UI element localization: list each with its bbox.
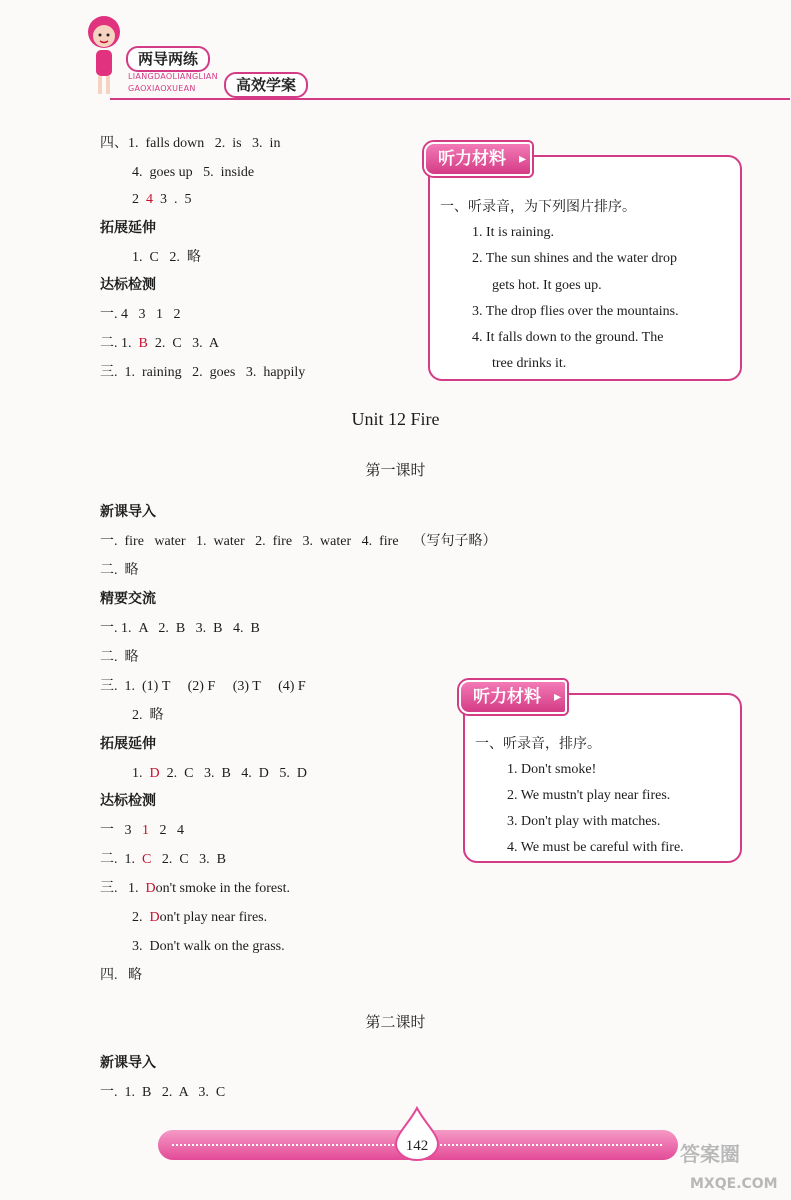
listening-1-line: tree drinks it.	[492, 356, 567, 371]
section-heading-tuozhan-2: 拓展延伸	[100, 737, 156, 752]
answer-dabiao2-1: 一 3 1 2 4	[100, 823, 184, 838]
lesson-1-title: 第一课时	[365, 463, 426, 479]
listening-2-line: 3. Don't play with matches.	[507, 814, 661, 829]
listening-1-line: 3. The drop flies over the mountains.	[472, 304, 679, 319]
answer-si-3: 2 4 3 . 5	[132, 192, 192, 207]
listening-2-line: 1. Don't smoke!	[507, 762, 597, 777]
unit-title: Unit 12 Fire	[351, 409, 440, 429]
answer-tuozhan-1: 1. C 2. 略	[132, 250, 201, 265]
listening-tab-1: 听力材料 ▸	[424, 142, 532, 176]
answer-lesson2-xinke-1: 一. 1. B 2. A 3. C	[100, 1085, 226, 1100]
section-heading-xinke: 新课导入	[100, 505, 156, 520]
page-number: 142	[405, 1138, 429, 1154]
answer-dabiao-1: 一. 4 3 1 2	[100, 307, 181, 322]
chevron-right-icon: ▸	[553, 689, 561, 705]
answer-jingyao-4: 2. 略	[132, 708, 164, 723]
section-heading-tuozhan: 拓展延伸	[100, 221, 156, 236]
watermark-url: MXQE.COM	[690, 1176, 778, 1192]
answer-xinke-1: 一. fire water 1. water 2. fire 3. water 4. fire （写句子略）	[100, 534, 497, 549]
section-heading-jingyao: 精要交流	[100, 592, 156, 607]
brand-title: 两导两练	[126, 46, 210, 72]
mascot-girl-logo	[84, 10, 124, 100]
answer-dabiao2-2: 二. 1. C 2. C 3. B	[100, 852, 227, 867]
answer-si-1: 四、1. falls down 2. is 3. in	[100, 136, 281, 151]
header-divider	[110, 98, 790, 100]
answer-jingyao-2: 二. 略	[100, 650, 139, 665]
listening-material-box-2	[463, 693, 742, 863]
answer-san-3: 3. Don't walk on the grass.	[132, 939, 285, 954]
section-heading-dabiao-2: 达标检测	[100, 794, 156, 809]
answer-xinke-2: 二. 略	[100, 563, 139, 578]
answer-tuozhan-2: 1. D 2. C 3. B 4. D 5. D	[132, 766, 308, 781]
chevron-right-icon: ▸	[518, 151, 526, 167]
listening-1-line: gets hot. It goes up.	[492, 278, 602, 293]
listening-material-box-1	[428, 155, 742, 381]
listening-2-line: 2. We mustn't play near fires.	[507, 788, 671, 803]
answer-si-lesson1: 四. 略	[100, 968, 142, 983]
listening-1-line: 4. It falls down to the ground. The	[472, 330, 664, 345]
lesson-2-title: 第二课时	[365, 1015, 426, 1031]
answer-jingyao-1: 一. 1. A 2. B 3. B 4. B	[100, 621, 260, 636]
brand-subtitle: 高效学案	[224, 72, 308, 98]
answer-san-2: 2. Don't play near fires.	[132, 910, 268, 925]
answer-jingyao-3: 三. 1. (1) T (2) F (3) T (4) F	[100, 679, 306, 694]
answer-dabiao-2: 二. 1. B 2. C 3. A	[100, 336, 220, 351]
listening-tab-2: 听力材料 ▸	[459, 680, 567, 714]
listening-1-instruction: 一、听录音，为下列图片排序。	[440, 200, 636, 215]
brand-pinyin-2: GAOXIAOXUEAN	[128, 84, 196, 93]
section-heading-xinke-2: 新课导入	[100, 1056, 156, 1071]
listening-2-instruction: 一、听录音，排序。	[475, 737, 601, 752]
listening-1-line: 1. It is raining.	[472, 225, 555, 240]
answer-san-1: 三. 1. Don't smoke in the forest.	[100, 881, 290, 896]
answer-si-2: 4. goes up 5. inside	[132, 165, 255, 180]
watermark-logo: 答案圈	[680, 1142, 740, 1166]
answer-dabiao-3: 三. 1. raining 2. goes 3. happily	[100, 365, 306, 380]
listening-1-line: 2. The sun shines and the water drop	[472, 251, 678, 266]
section-heading-dabiao: 达标检测	[100, 278, 156, 293]
brand-pinyin-1: LIANGDAOLIANGLIAN	[128, 72, 218, 81]
listening-2-line: 4. We must be careful with fire.	[507, 840, 684, 855]
